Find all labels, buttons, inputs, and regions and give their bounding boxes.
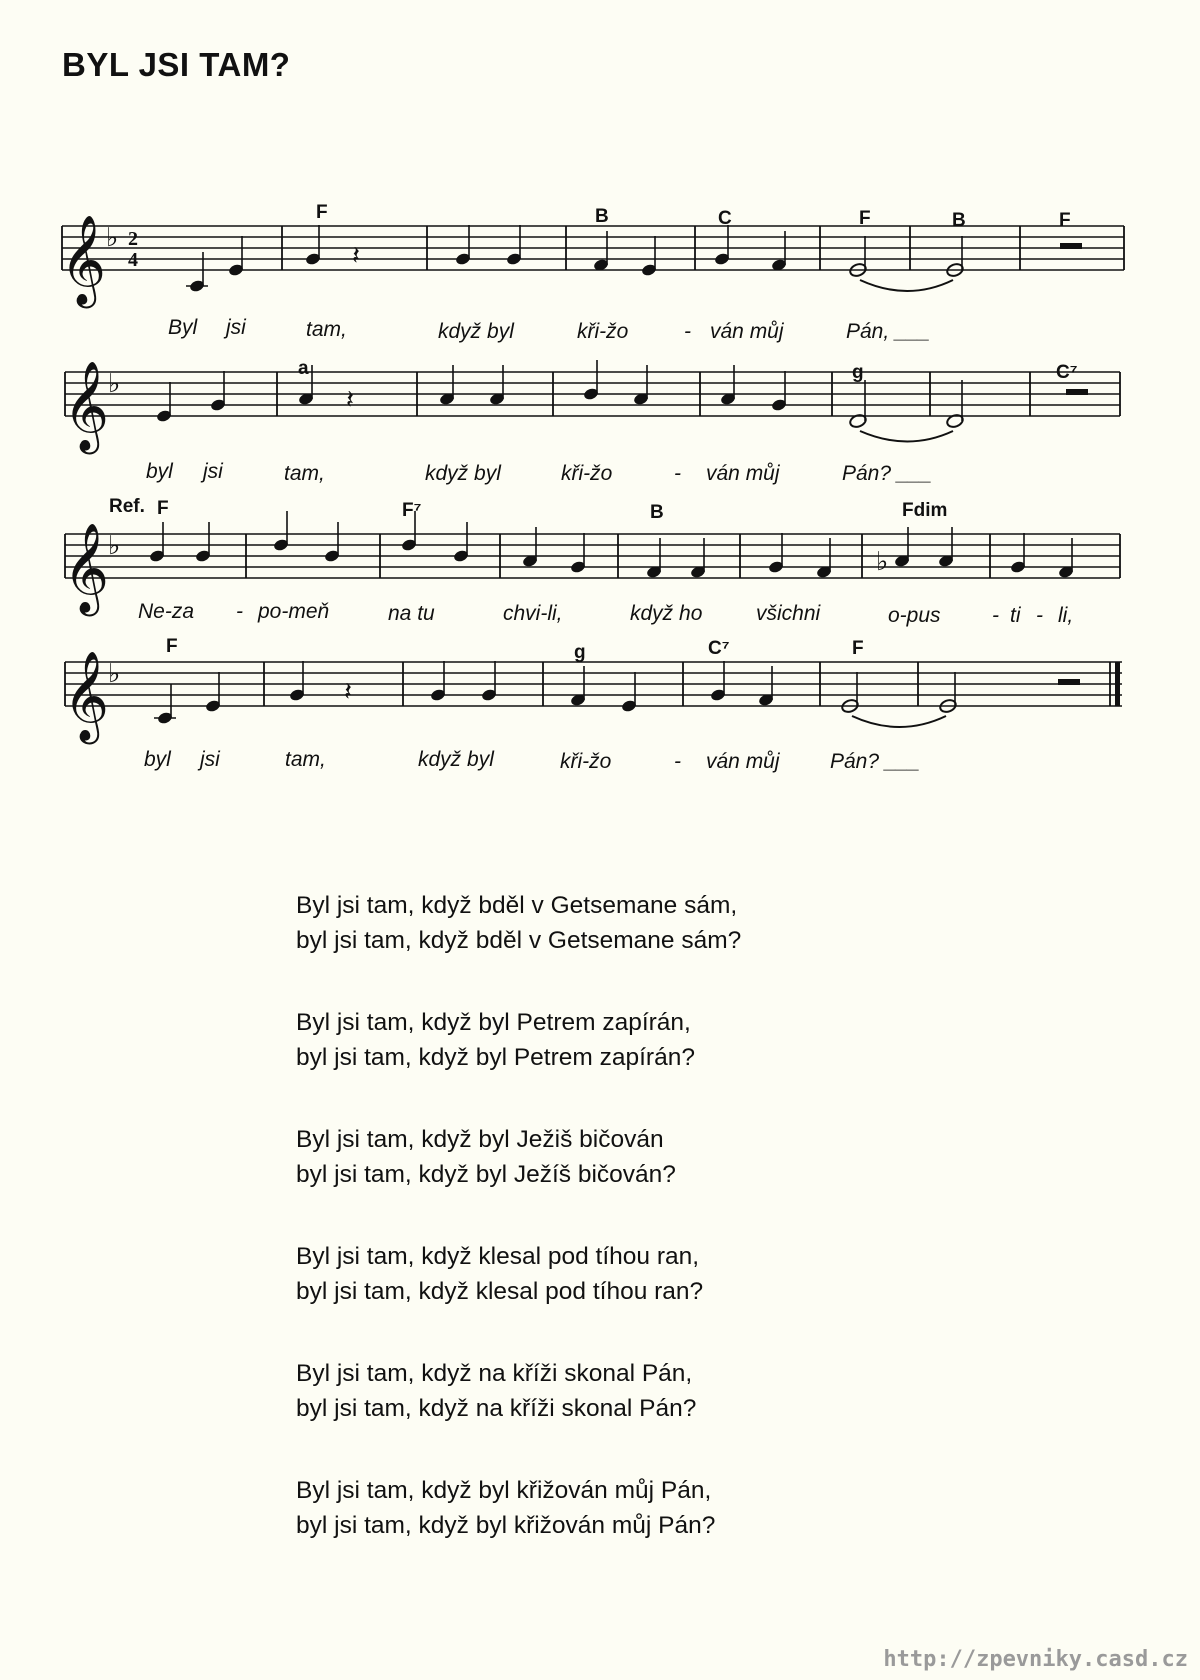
chord: B [650,502,664,523]
lyric: - [684,320,691,343]
chord: F [157,498,169,519]
lyric: všichni [756,602,821,625]
lyric: byl [146,460,173,483]
chord: F⁷ [402,500,422,521]
treble-clef: 𝄞 [63,361,110,451]
lyric: ván můj [706,462,780,485]
song-title: BYL JSI TAM? [62,46,291,83]
lyric: - [674,750,681,773]
lyrics [146,460,932,485]
lyric: - [674,462,681,485]
lyric: když ho [630,602,703,625]
verse [296,1005,916,1075]
staff-system-3 [63,496,1120,627]
lyric: Pán, ___ [846,320,931,343]
lyric: - [236,600,243,623]
quarter-rest: 𝄽 [344,677,352,707]
verse-line: byl jsi tam, když bděl v Getsemane sám? [296,927,742,954]
lyric: Pán? ___ [830,750,920,773]
footer-url[interactable]: http://zpevniky.casd.cz [883,1647,1188,1672]
staff-lines [65,534,1120,578]
time-sig-top: 2 [128,228,138,250]
chord: B [595,206,609,227]
lyric: jsi [200,748,220,771]
verse-line: byl jsi tam, když klesal pod tíhou ran? [296,1278,704,1305]
chord: Fdim [902,500,948,521]
lyric: když byl [438,320,514,343]
lyric: tam, [306,318,347,341]
chord: C⁷ [1056,362,1078,383]
lyric: kři-žo [577,320,629,343]
flat-sign: ♭ [108,659,121,689]
lyric: Byl [168,316,198,339]
lyric: když byl [418,748,494,771]
lyric: li, [1058,604,1074,627]
lyric: o-pus [888,604,941,627]
notes [154,661,1080,727]
refrain-label: Ref. [109,496,145,517]
chord: C [718,208,732,229]
verse-line: Byl jsi tam, když byl Ježiš bičován [296,1126,664,1153]
lyric: jsi [226,316,246,339]
verse-line: byl jsi tam, když byl křižován můj Pán? [296,1512,716,1539]
chord-symbols [298,358,1078,383]
lyrics [168,316,930,343]
quarter-rest: 𝄽 [346,385,354,415]
lyric: když byl [425,462,501,485]
lyric: Ne-za [138,600,195,623]
verse [296,1473,916,1543]
verse-line: Byl jsi tam, když klesal pod tíhou ran, [296,1243,700,1270]
verse [296,888,916,958]
chord: g [574,642,586,663]
staff-lines [65,662,1122,706]
verse [296,1122,916,1192]
verse-line: Byl jsi tam, když bděl v Getsemane sám, [296,892,738,919]
lyrics [144,748,920,773]
verse-line: Byl jsi tam, když byl křižován můj Pán, [296,1477,712,1504]
chord: B [952,210,966,231]
flat-accidental: ♭ [876,547,889,577]
staff-system-1 [60,202,1124,343]
lyric: na tu [388,602,435,625]
chord: F [859,208,871,229]
lyric: Pán? ___ [842,462,932,485]
chord: F [316,202,328,223]
lyric: tam, [285,748,326,771]
flat-sign: ♭ [108,369,121,399]
treble-clef: 𝄞 [60,215,107,305]
chord: g [852,362,864,383]
verse-line: Byl jsi tam, když na kříži skonal Pán, [296,1360,693,1387]
verse-line: byl jsi tam, když byl Petrem zapírán? [296,1044,695,1071]
treble-clef: 𝄞 [63,523,110,613]
lyric: ti [1010,604,1021,627]
lyric: po-meň [258,600,330,623]
lyric: kři-žo [560,750,612,773]
chord: F [166,636,178,657]
chord: C⁷ [708,638,730,659]
chord-symbols [166,636,864,663]
verse-line: byl jsi tam, když byl Ježíš bičován? [296,1161,676,1188]
lyric: byl [144,748,171,771]
time-sig-bottom: 4 [128,249,138,271]
verse [296,1356,916,1426]
lyrics [138,600,1073,627]
lyric: ván můj [706,750,780,773]
flat-sign: ♭ [108,531,121,561]
final-barline [1115,662,1120,706]
staff-system-2 [63,358,1120,485]
verse [296,1239,916,1309]
verse-line: Byl jsi tam, když byl Petrem zapírán, [296,1009,691,1036]
treble-clef: 𝄞 [63,651,110,741]
staff-system-4 [63,636,1122,773]
flat-sign: ♭ [106,223,119,253]
verse-line: byl jsi tam, když na kříži skonal Pán? [296,1395,697,1422]
chord: a [298,358,309,379]
chord: F [1059,210,1071,231]
lyric: chvi-li, [503,602,563,625]
lyric: jsi [203,460,223,483]
staff-lines [62,226,1124,270]
lyric: - [1036,604,1043,627]
lyric: ván můj [710,320,784,343]
verses [296,888,916,1590]
lyric: tam, [284,462,325,485]
chord: F [852,638,864,659]
lyric: - [992,604,999,627]
music-score [0,0,1200,800]
lyric: kři-žo [561,462,613,485]
chord-symbols [157,498,947,523]
quarter-rest: 𝄽 [352,241,360,271]
